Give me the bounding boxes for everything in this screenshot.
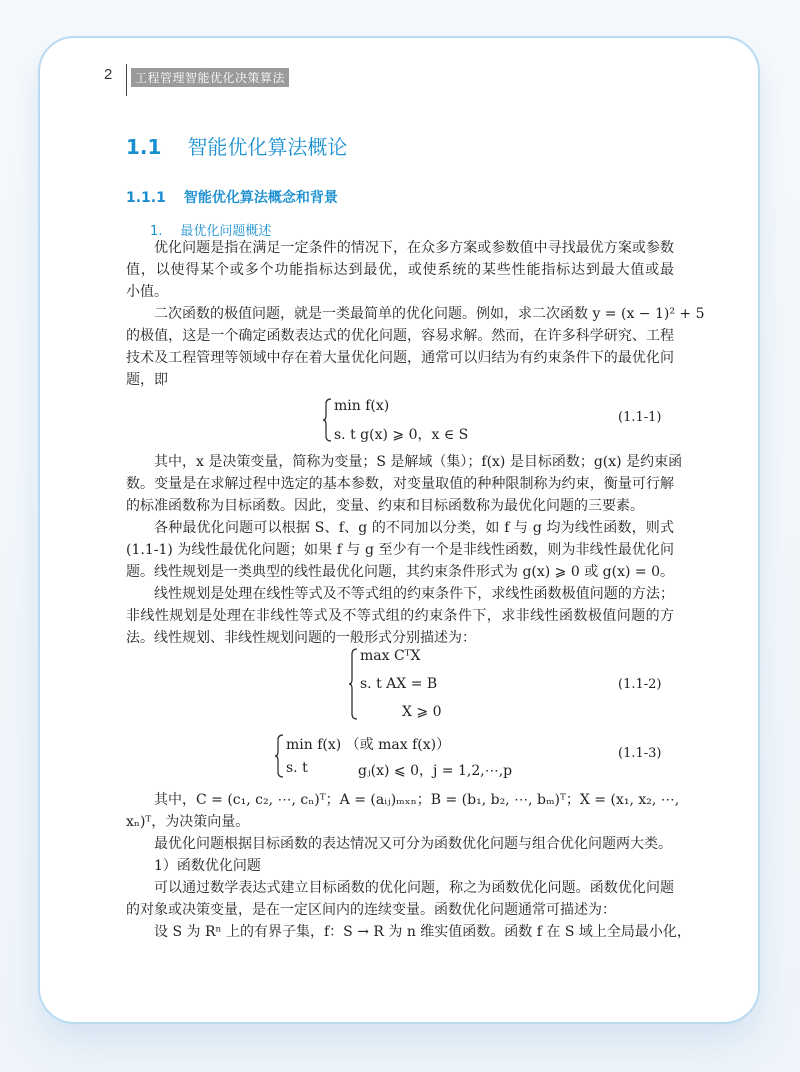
text-line: 可以通过数学表达式建立目标函数的优化问题，称之为函数优化问题。函数优化问题 <box>154 880 674 896</box>
equation-1-number: (1.1-1) <box>618 410 662 425</box>
equation-3-row-1: min f(x) （或 max f(x)） <box>286 737 451 753</box>
equation-1-row-2: s. t g(x) ⩾ 0，x ∈ S <box>334 427 469 443</box>
list-heading: 1）函数优化问题 <box>154 858 261 874</box>
text-line: 其中，x 是决策变量，简称为变量；S 是解域（集）；f(x) 是目标函数；g(x) 是约束函 <box>154 454 683 470</box>
equation-2-row-1: max CᵀX <box>360 648 421 664</box>
equation-1-row-1: min f(x) <box>334 398 390 414</box>
text-line: 小值。 <box>126 284 168 300</box>
text-line: 的标准函数称为目标函数。因此，变量、约束和目标函数称为最优化问题的三要素。 <box>126 498 644 514</box>
text-line: 值，以使得某个或多个功能指标达到最优，或使系统的某些性能指标达到最大值或最 <box>126 262 674 278</box>
header-divider <box>126 64 127 96</box>
brace-eq2 <box>348 648 358 720</box>
text-line: 最优化问题根据目标函数的表达情况又可分为函数优化问题与组合优化问题两大类。 <box>154 836 672 852</box>
subsection-title: 智能优化算法概念和背景 <box>183 190 338 206</box>
equation-2-row-2: s. t AX = B <box>360 676 438 692</box>
section-title: 智能优化算法概论 <box>187 135 348 159</box>
equation-2-number: (1.1-2) <box>618 677 662 692</box>
text-line: 的极值，这是一个确定函数表达式的优化问题，容易求解。然而，在许多科学研究、工程 <box>126 328 674 344</box>
subsection-heading <box>126 187 338 207</box>
page-number: 2 <box>104 66 113 83</box>
text-line: 法。线性规划、非线性规划问题的一般形式分别描述为： <box>126 630 476 646</box>
equation-3-row-2-constraint: gⱼ(x) ⩽ 0，j = 1,2,⋯,p <box>358 763 513 779</box>
equation-3-row-2-label: s. t <box>286 760 308 776</box>
subsubsection-heading <box>150 220 271 239</box>
subsubsection-title: 最优化问题概述 <box>180 224 272 239</box>
subsection-number: 1.1.1 <box>126 190 166 206</box>
equation-3-number: (1.1-3) <box>618 746 662 761</box>
text-line: 线性规划是处理在线性等式及不等式组的约束条件下，求线性函数极值问题的方法； <box>154 586 674 602</box>
text-line: 优化问题是指在满足一定条件的情况下，在众多方案或参数值中寻找最优方案或参数 <box>154 240 674 256</box>
text-line: 数。变量是在求解过程中选定的基本参数，对变量取值的种种限制称为约束，衡量可行解 <box>126 476 674 492</box>
text-line: 题，即 <box>126 372 168 388</box>
brace-eq1 <box>322 398 332 442</box>
section-number: 1.1 <box>126 135 162 159</box>
brace-eq3 <box>274 734 284 778</box>
subsubsection-number: 1. <box>150 224 163 239</box>
text-line: xₙ)ᵀ，为决策向量。 <box>126 814 250 830</box>
text-line: 非线性规划是处理在非线性等式及不等式组的约束条件下，求非线性函数极值问题的方 <box>126 608 674 624</box>
running-title: 工程管理智能优化决策算法 <box>131 68 289 87</box>
text-line: 题。线性规划是一类典型的线性最优化问题，其约束条件形式为 g(x) ⩾ 0 或 g(x) = 0。 <box>126 564 674 580</box>
text-line: 各种最优化问题可以根据 S、f、g 的不同加以分类，如 f 与 g 均为线性函数，则式 <box>154 520 674 536</box>
equation-2-row-3: X ⩾ 0 <box>402 704 442 720</box>
text-line: 的对象或决策变量，是在一定区间内的连续变量。函数优化问题通常可描述为： <box>126 902 616 918</box>
text-line: 技术及工程管理等领域中存在着大量优化问题，通常可以归结为有约束条件下的最优化问 <box>126 350 674 366</box>
section-heading <box>126 131 347 160</box>
text-line: 二次函数的极值问题，就是一类最简单的优化问题。例如，求二次函数 y = (x − 1)² + 5 <box>154 306 705 322</box>
text-line: 其中，C = (c₁, c₂, ⋯, cₙ)ᵀ；A = (aᵢⱼ)ₘₓₙ；B = (b₁, b₂, ⋯, bₘ)ᵀ；X = (x₁, x₂, ⋯, <box>154 792 680 808</box>
text-line: (1.1-1) 为线性最优化问题；如果 f 与 g 至少有一个是非线性函数，则为非线性最优化问 <box>126 542 674 558</box>
text-line: 设 S 为 Rⁿ 上的有界子集，f：S → R 为 n 维实值函数。函数 f 在 S 域上全局最小化， <box>154 924 691 940</box>
